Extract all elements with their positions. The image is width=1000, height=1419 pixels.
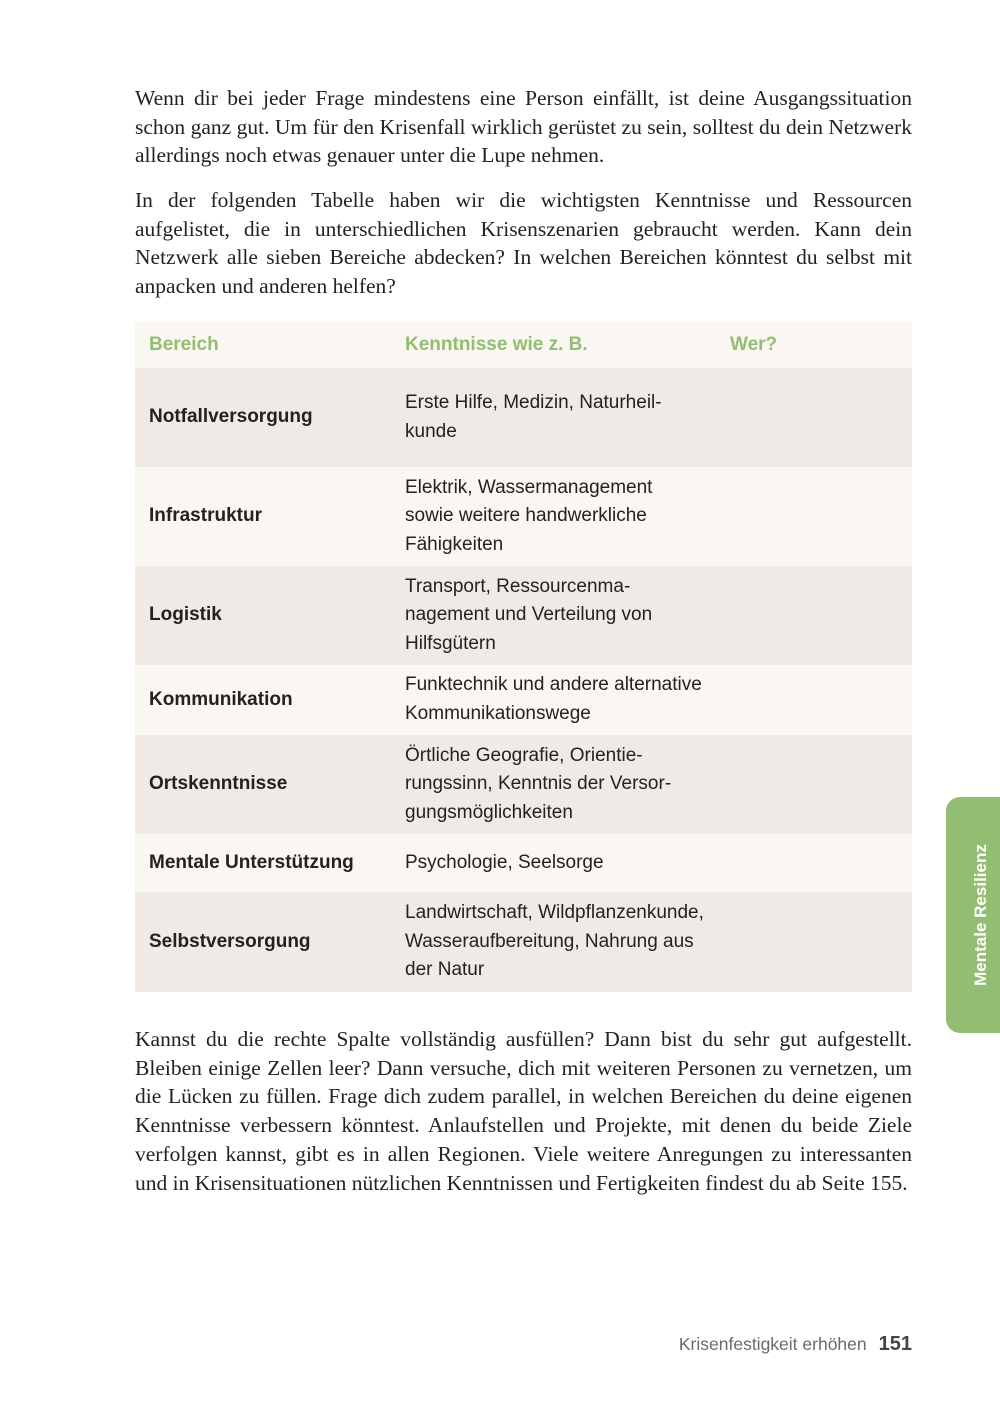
cell-kenntnisse: Örtliche Geografie, Orientierungssinn, Kenntnis der Versorgungsmöglichkeiten (405, 735, 716, 834)
table-header-row (135, 322, 912, 368)
cell-wer (716, 735, 912, 834)
intro-paragraph-2: In der folgenden Tabelle haben wir die wichtigsten Kenntnisse und Ressourcen aufgelistet, die in unterschiedlichen Krisenszenarien gebraucht werden. Kann dein Netzwerk alle sieben Bereiche abdecken? In welchen Bereichen könntest du selbst mit anpacken und anderen helfen? (135, 188, 912, 299)
cell-wer (716, 368, 912, 467)
cell-wer (716, 566, 912, 665)
table-row (135, 566, 912, 665)
page-number: 151 (878, 1333, 912, 1355)
table-row (135, 892, 912, 992)
cell-wer (716, 892, 912, 992)
cell-wer (716, 834, 912, 892)
intro-paragraph-1: Wenn dir bei jeder Frage mindestens eine Person einfällt, ist deine Ausgangssituation schon ganz gut. Um für den Krisenfall wirklich gerüstet zu sein, solltest du dein Netzwerk allerdings noch etwas genauer unter die Lupe nehmen. (135, 86, 912, 168)
cell-kenntnisse: Funktechnik und andere alternative Kommunikationswege (405, 665, 716, 735)
footer-section-title: Krisenfestigkeit erhöhen (678, 1334, 867, 1354)
outro-paragraph: Kannst du die rechte Spalte vollständig ausfüllen? Dann bist du sehr gut aufgestellt. Bleiben einige Zellen leer? Dann versuche, dich mit weiteren Personen zu vernetzen, um die Lücken zu füllen. Frage dich zudem parallel, in welchen Bereichen du deine eigenen Kenntnisse verbessern könntest. Anlaufstellen und Projekte, mit denen du beide Ziele verfolgen kannst, gibt es in allen Regionen. Viele weitere Anregungen zu interessanten und in Krisensituationen nützlichen Kenntnissen und Fertigkeiten findest du ab Seite 155. (135, 1027, 912, 1195)
page-footer (679, 1333, 912, 1356)
cell-wer (716, 665, 912, 735)
cell-kenntnisse: Psychologie, Seelsorge (405, 834, 716, 892)
cell-bereich: Kommunikation (135, 665, 405, 735)
cell-bereich: Notfallversorgung (135, 368, 405, 467)
table-row (135, 735, 912, 834)
header-bereich: Bereich (135, 322, 405, 368)
cell-bereich: Mentale Unterstützung (135, 834, 405, 892)
chapter-side-tab-label: Mentale Resilienz (971, 844, 990, 986)
resources-table (135, 322, 912, 992)
cell-kenntnisse: Elektrik, Wassermanagement sowie weitere handwerkliche Fähigkeiten (405, 467, 716, 566)
cell-bereich: Logistik (135, 566, 405, 665)
chapter-side-tab[interactable] (946, 797, 1000, 1033)
table-row (135, 368, 912, 467)
table-row (135, 834, 912, 892)
cell-kenntnisse: Landwirtschaft, Wildpflanzenkunde, Wasseraufbereitung, Nahrung aus der Natur (405, 892, 716, 992)
cell-wer (716, 467, 912, 566)
cell-bereich: Ortskenntnisse (135, 735, 405, 834)
cell-bereich: Infrastruktur (135, 467, 405, 566)
table-row (135, 467, 912, 566)
header-kenntnisse: Kenntnisse wie z. B. (405, 322, 716, 368)
cell-kenntnisse: Erste Hilfe, Medizin, Naturheilkunde (405, 368, 716, 467)
header-wer: Wer? (716, 322, 912, 368)
table-row (135, 665, 912, 735)
cell-bereich: Selbstversorgung (135, 892, 405, 992)
cell-kenntnisse: Transport, Ressourcenmanagement und Verteilung von Hilfsgütern (405, 566, 716, 665)
